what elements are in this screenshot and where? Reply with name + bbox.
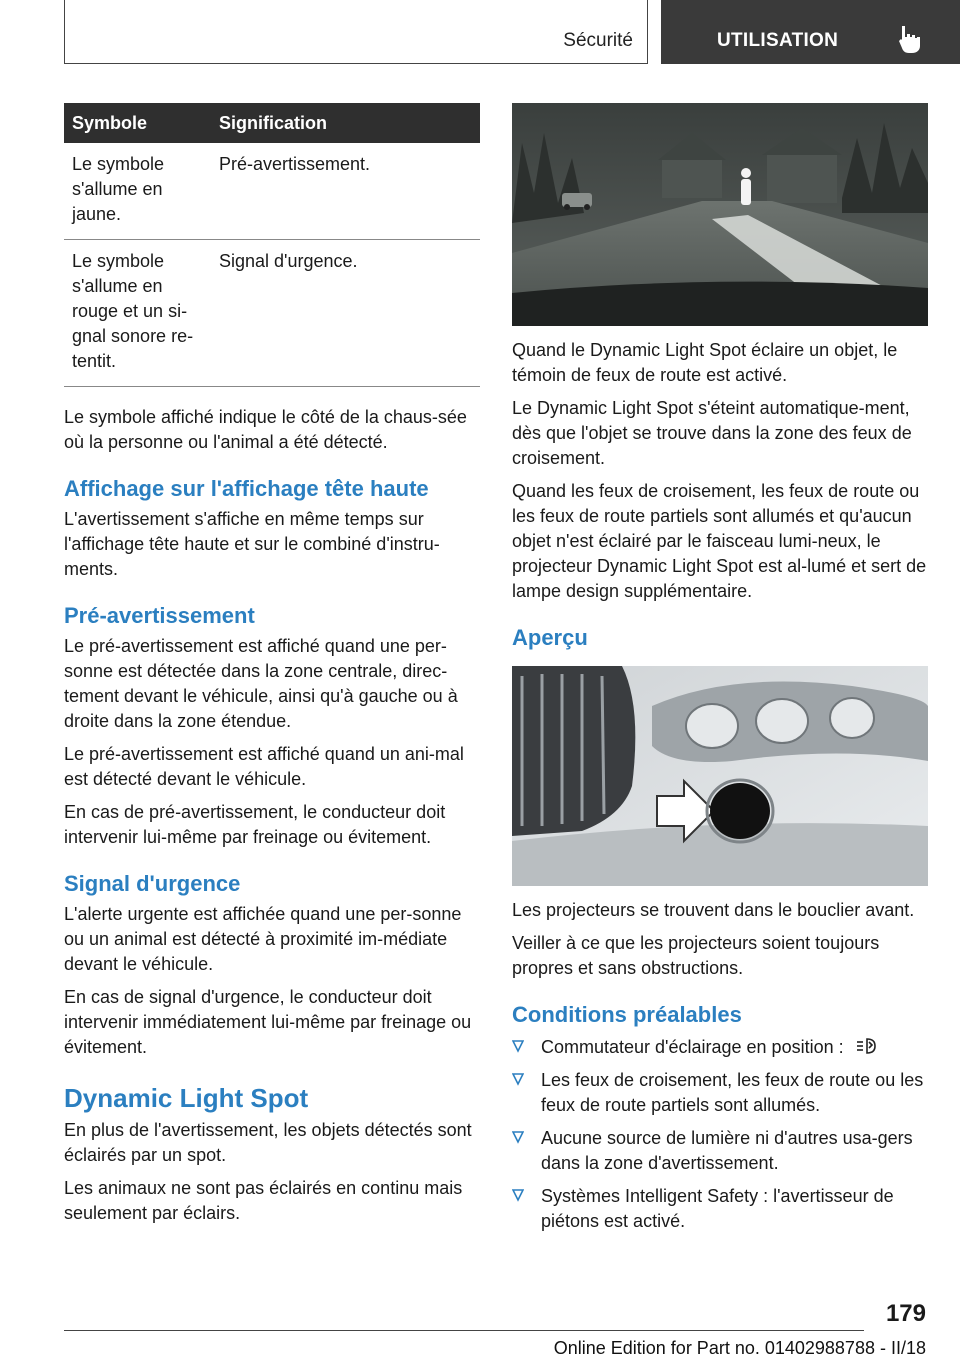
triangle-bullet-icon (512, 1039, 524, 1053)
paragraph-dls-1: En plus de l'avertissement, les objets détectés sont éclairés par un spot. (64, 1120, 472, 1165)
paragraph-side-indicator: Le symbole affiché indique le côté de la chaus-sée où la personne ou l'animal a été détecté. (64, 407, 467, 452)
right-column (512, 103, 928, 1242)
triangle-bullet-icon (512, 1130, 524, 1144)
heading-hud: Affichage sur l'affichage tête haute (64, 476, 429, 501)
table-cell-symbol: Le symbole s'allume en jaune. (64, 143, 211, 240)
night-road-illustration (512, 103, 928, 326)
heading-prerequisites: Conditions préalables (512, 1002, 742, 1027)
footer-edition: Online Edition for Part no. 01402988788 - II/18 (553, 1338, 926, 1358)
heading-dynamic-light-spot: Dynamic Light Spot (64, 1083, 309, 1113)
table-row (64, 240, 480, 387)
list-item-text: Les feux de croisement, les feux de route ou les feux de route partiels sont allumés. (541, 1070, 924, 1115)
heading-overview: Aperçu (512, 625, 588, 650)
list-item (512, 1068, 928, 1118)
paragraph-keep-clean: Veiller à ce que les projecteurs soient toujours propres et sans obstructions. (512, 933, 880, 978)
footer-divider (64, 1330, 864, 1331)
triangle-bullet-icon (512, 1188, 524, 1202)
heading-urgent-signal: Signal d'urgence (64, 871, 241, 896)
paragraph-urgent-1: L'alerte urgente est affichée quand une per-sonne ou un animal est détecté à proximité im-médiate devant le véhicule. (64, 904, 462, 974)
list-item-text: Commutateur d'éclairage en position : (541, 1037, 844, 1057)
page-number: 179 (885, 1300, 926, 1327)
symbol-table (64, 103, 480, 387)
paragraph-projector-location: Les projecteurs se trouvent dans le bouclier avant. (512, 900, 915, 920)
paragraph-pre-warning-1: Le pré-avertissement est affiché quand une per-sonne est détectée dans la zone centrale, direc-tement devant le véhicule, ainsi qu'à gauche ou à droite dans la zone étendue. (64, 636, 458, 731)
prerequisites-list (512, 1035, 928, 1234)
table-cell-symbol: Le symbole s'allume en rouge et un si-gnal sonore re-tentit. (64, 240, 211, 387)
paragraph-pre-warning-3: En cas de pré-avertissement, le conducteur doit intervenir lui-même par freinage ou évitement. (64, 802, 446, 847)
table-cell-meaning: Signal d'urgence. (211, 240, 480, 387)
list-item (512, 1126, 928, 1176)
left-column (64, 103, 480, 1234)
paragraph-auto-off: Le Dynamic Light Spot s'éteint automatique-ment, dès que l'objet se trouve dans la zone des feux de croisement. (512, 398, 912, 468)
paragraph-urgent-2: En cas de signal d'urgence, le conducteur doit intervenir immédiatement lui-même par freinage ou évitement. (64, 987, 472, 1057)
heading-pre-warning: Pré-avertissement (64, 603, 255, 628)
auto-headlight-switch-icon (855, 1036, 879, 1056)
paragraph-dls-2: Les animaux ne sont pas éclairés en continu mais seulement par éclairs. (64, 1178, 463, 1223)
triangle-bullet-icon (512, 1072, 524, 1086)
list-item (512, 1035, 928, 1060)
table-header-meaning: Signification (211, 103, 480, 143)
table-row (64, 143, 480, 240)
list-item (512, 1184, 928, 1234)
header-chapter-title: UTILISATION (717, 30, 839, 51)
paragraph-design-lamp: Quand les feux de croisement, les feux de route ou les feux de route partiels sont allumés et qu'aucun objet n'est éclairé par le faisceau lumi-neux, le projecteur Dynamic Light Spot est al-lumé et sert de lampe design supplémentaire. (512, 481, 927, 601)
paragraph-hud: L'avertissement s'affiche en même temps sur l'affichage tête haute et sur le combiné d'instru-ments. (64, 509, 440, 579)
list-item-text: Aucune source de lumière ni d'autres usa-gers dans la zone d'avertissement. (541, 1128, 913, 1173)
headlight-illustration (512, 666, 928, 886)
paragraph-pre-warning-2: Le pré-avertissement est affiché quand un ani-mal est détecté devant le véhicule. (64, 744, 464, 789)
paragraph-high-beam-indicator: Quand le Dynamic Light Spot éclaire un objet, le témoin de feux de route est activé. (512, 340, 898, 385)
header-section-box (64, 0, 648, 64)
table-cell-meaning: Pré-avertissement. (211, 143, 480, 240)
header-chapter-box (661, 0, 960, 64)
header-section-title: Sécurité (563, 30, 633, 51)
list-item-text: Systèmes Intelligent Safety : l'avertisseur de piétons est activé. (541, 1186, 894, 1231)
pointing-hand-icon (897, 24, 923, 54)
table-header-symbol: Symbole (64, 103, 211, 143)
